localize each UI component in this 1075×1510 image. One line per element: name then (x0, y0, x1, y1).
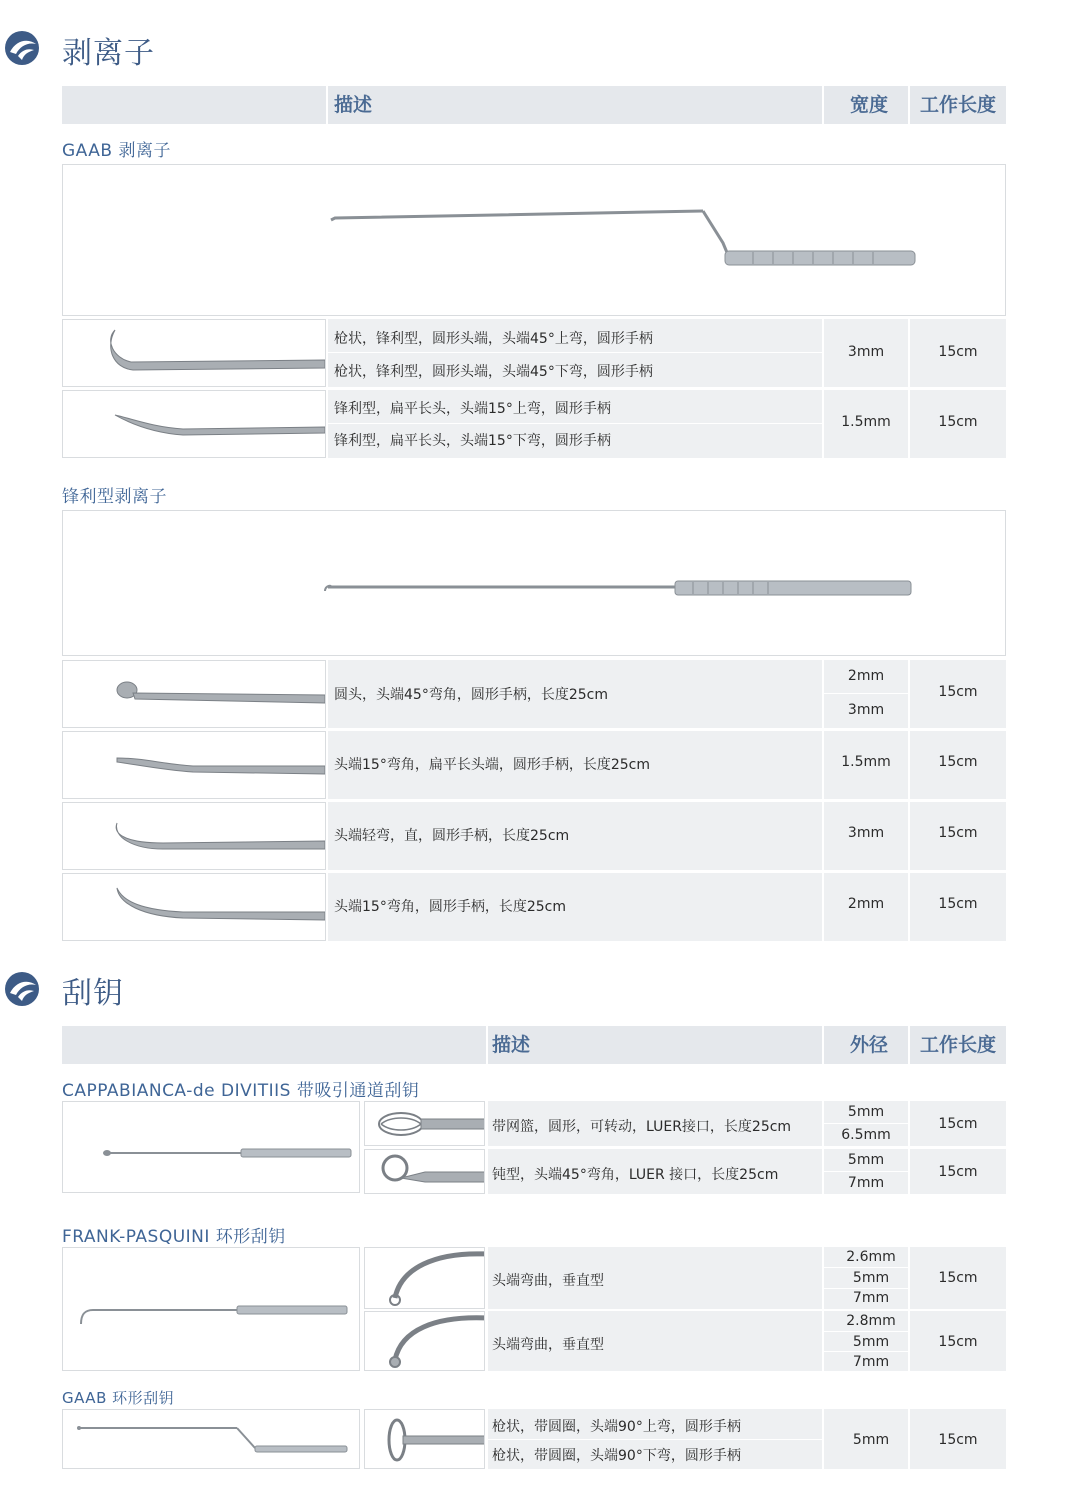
row-od: 5mm (847, 1104, 885, 1120)
instrument-tip-image (62, 319, 326, 387)
row-od: 7mm (852, 1290, 890, 1306)
row-desc: 头端弯曲，垂直型 (492, 1337, 604, 1353)
instrument-image (62, 1247, 360, 1371)
row-desc: 锋利型，扁平长头，头端15°上弯，圆形手柄 (334, 401, 611, 417)
section-title-dissector: 剥离子 (62, 36, 155, 71)
row-length: 15cm (938, 344, 978, 360)
instrument-tip-image (62, 660, 326, 728)
row-width: 1.5mm (841, 754, 891, 770)
table-header-curette (62, 1026, 1006, 1064)
row-od: 7mm (847, 1175, 885, 1191)
row-width: 3mm (847, 344, 885, 360)
header-length: 工作长度 (920, 1034, 997, 1056)
row-length: 15cm (938, 1164, 978, 1180)
row-od: 5mm (852, 1432, 890, 1448)
instrument-tip-image (62, 802, 326, 870)
instrument-tip-image (364, 1247, 485, 1309)
row-length: 15cm (938, 1116, 978, 1132)
instrument-image (62, 164, 1006, 316)
table-header-dissector (62, 86, 1006, 124)
subtitle-cappabianca: CAPPABIANCA-de DIVITIIS 带吸引通道刮钥 (62, 1081, 420, 1101)
instrument-image (62, 510, 1006, 656)
row-od: 6.5mm (841, 1127, 891, 1143)
row-od: 5mm (852, 1270, 890, 1286)
row-width: 1.5mm (841, 414, 891, 430)
header-od: 外径 (850, 1034, 889, 1056)
row-width: 3mm (847, 825, 885, 841)
row-desc: 枪状，锋利型，圆形头端，头端45°下弯，圆形手柄 (334, 364, 653, 380)
row-width: 3mm (847, 702, 885, 718)
row-length: 15cm (938, 754, 978, 770)
brand-swoosh-icon (4, 30, 40, 66)
instrument-tip-image (364, 1149, 485, 1194)
row-desc: 枪状，带圆圈，头端90°上弯，圆形手柄 (492, 1419, 741, 1435)
row-length: 15cm (938, 1334, 978, 1350)
row-length: 15cm (938, 825, 978, 841)
header-length: 工作长度 (920, 94, 997, 116)
row-length: 15cm (938, 1270, 978, 1286)
row-desc: 头端15°弯角，圆形手柄，长度25cm (334, 899, 566, 915)
row-desc: 头端弯曲，垂直型 (492, 1273, 604, 1289)
row-od: 2.8mm (846, 1313, 896, 1329)
row-desc: 钝型，头端45°弯角，LUER 接口，长度25cm (492, 1167, 779, 1183)
instrument-tip-image (364, 1311, 485, 1371)
row-length: 15cm (938, 414, 978, 430)
header-width: 宽度 (850, 94, 889, 116)
row-desc: 头端轻弯，直，圆形手柄，长度25cm (334, 828, 570, 844)
instrument-tip-image (62, 731, 326, 799)
row-desc: 枪状，带圆圈，头端90°下弯，圆形手柄 (492, 1448, 741, 1464)
row-desc: 头端15°弯角，扁平长头端，圆形手柄，长度25cm (334, 757, 650, 773)
instrument-tip-image (62, 873, 326, 941)
row-desc: 圆头，头端45°弯角，圆形手柄，长度25cm (334, 687, 608, 703)
header-desc: 描述 (334, 94, 373, 116)
row-desc: 枪状，锋利型，圆形头端，头端45°上弯，圆形手柄 (334, 331, 653, 347)
row-od: 2.6mm (846, 1249, 896, 1265)
header-desc: 描述 (492, 1034, 531, 1056)
instrument-image (62, 1409, 360, 1469)
row-od: 7mm (852, 1354, 890, 1370)
instrument-image (62, 1101, 360, 1193)
row-desc: 锋利型，扁平长头，头端15°下弯，圆形手柄 (334, 433, 611, 449)
row-width: 2mm (847, 896, 885, 912)
instrument-tip-image (364, 1409, 485, 1469)
instrument-tip-image (62, 390, 326, 458)
instrument-tip-image (364, 1101, 485, 1146)
row-length: 15cm (938, 684, 978, 700)
subtitle-frank-pasquini: FRANK-PASQUINI 环形刮钥 (62, 1227, 286, 1247)
row-od: 5mm (852, 1334, 890, 1350)
subtitle-gaab-curette: GAAB 环形刮钥 (62, 1389, 175, 1407)
subtitle-gaab-dissector: GAAB 剥离子 (62, 141, 171, 161)
brand-swoosh-icon (4, 971, 40, 1007)
row-od: 5mm (847, 1152, 885, 1168)
row-length: 15cm (938, 1432, 978, 1448)
section-title-curette: 刮钥 (62, 976, 124, 1011)
row-width: 2mm (847, 668, 885, 684)
row-desc: 带网篮，圆形，可转动，LUER接口，长度25cm (492, 1119, 792, 1135)
subtitle-sharp-dissector: 锋利型剥离子 (62, 487, 167, 507)
row-length: 15cm (938, 896, 978, 912)
